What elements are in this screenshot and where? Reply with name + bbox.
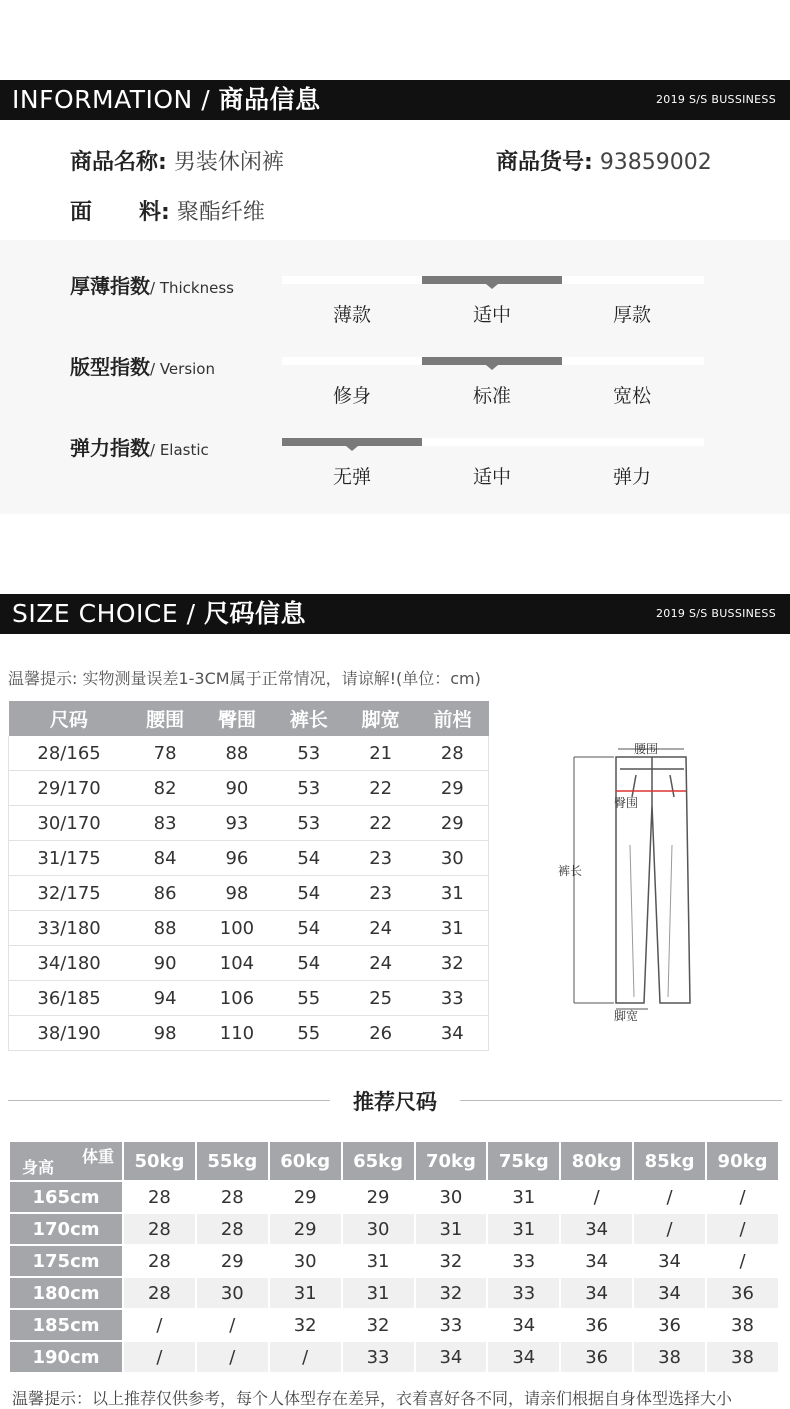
size-table-cell: 29/170 (9, 771, 130, 806)
product-index-panel (0, 240, 790, 514)
size-table-cell: 30 (417, 841, 489, 876)
rec-size-cell: 28 (124, 1182, 195, 1212)
size-table-cell: 31/175 (9, 841, 130, 876)
thickness-label-en: / Thickness (150, 279, 234, 297)
size-table-cell: 32/175 (9, 876, 130, 911)
size-choice-title (12, 594, 306, 634)
version-label-en: / Version (150, 360, 215, 378)
rec-size-cell: 34 (634, 1246, 705, 1276)
rec-size-cell: 34 (634, 1278, 705, 1308)
rec-size-cell: 31 (343, 1246, 414, 1276)
rec-size-cell: 34 (561, 1214, 632, 1244)
size-table-row (9, 771, 489, 806)
size-table-cell: 38/190 (9, 1016, 130, 1051)
rec-size-cell: 34 (416, 1342, 487, 1372)
season-tag: 2019 S/S BUSSINESS (655, 607, 776, 620)
weight-column-header: 65kg (343, 1142, 414, 1180)
elastic-index-label (70, 432, 209, 461)
size-table-row (9, 841, 489, 876)
rec-size-cell: 31 (416, 1214, 487, 1244)
title-separator: / (201, 85, 211, 114)
thickness-label-cn: 厚薄指数 (70, 274, 150, 298)
length-label: 裤长 (558, 864, 583, 878)
weight-column-header: 55kg (197, 1142, 268, 1180)
crease-left (630, 845, 634, 997)
size-col-header: 脚宽 (345, 701, 417, 736)
size-table-cell: 100 (201, 911, 273, 946)
rec-table-row (10, 1342, 778, 1372)
rec-table-row (10, 1310, 778, 1340)
size-table-cell: 106 (201, 981, 273, 1016)
thickness-index-label (70, 270, 234, 299)
version-option-standard: 标准 (472, 385, 511, 407)
size-table-cell: 31 (417, 876, 489, 911)
size-table-cell: 90 (129, 946, 201, 981)
rec-size-cell: 32 (270, 1310, 341, 1340)
rec-size-cell: 30 (270, 1246, 341, 1276)
size-table-cell: 24 (345, 946, 417, 981)
rec-size-cell: 36 (707, 1278, 778, 1308)
rec-size-cell: / (634, 1182, 705, 1212)
rec-size-cell: / (197, 1342, 268, 1372)
rec-size-cell: / (270, 1342, 341, 1372)
size-col-header: 臀围 (201, 701, 273, 736)
rec-size-cell: 33 (343, 1342, 414, 1372)
elastic-option-medium: 适中 (472, 466, 511, 488)
size-col-header: 裤长 (273, 701, 345, 736)
size-table-cell: 88 (201, 736, 273, 771)
weight-column-header: 80kg (561, 1142, 632, 1180)
thickness-indicator (422, 276, 562, 284)
elastic-indicator (282, 438, 422, 446)
rec-size-cell: 31 (488, 1182, 559, 1212)
elastic-scale (282, 438, 704, 446)
size-table-cell: 54 (273, 946, 345, 981)
size-table-cell: 53 (273, 736, 345, 771)
rec-size-cell: 29 (270, 1214, 341, 1244)
size-choice-title-cn: 尺码信息 (204, 599, 307, 628)
size-table-cell: 84 (129, 841, 201, 876)
size-col-header: 前档 (417, 701, 489, 736)
pocket-left (632, 775, 636, 797)
version-scale (282, 357, 704, 365)
rec-size-cell: 34 (561, 1246, 632, 1276)
product-code-label: 商品货号: (496, 150, 593, 175)
size-table-cell: 23 (345, 841, 417, 876)
size-table-row (9, 736, 489, 771)
rec-corner-header (10, 1142, 122, 1180)
size-table-row (9, 911, 489, 946)
rec-table-row (10, 1246, 778, 1276)
size-col-header: 尺码 (9, 701, 130, 736)
size-table-cell: 28 (417, 736, 489, 771)
rec-table-row (10, 1182, 778, 1212)
weight-column-header: 70kg (416, 1142, 487, 1180)
waist-label: 腰围 (634, 742, 659, 756)
rec-size-cell: 29 (270, 1182, 341, 1212)
fabric-value: 聚酯纤维 (176, 200, 265, 225)
rec-size-cell: / (561, 1182, 632, 1212)
version-label-cn: 版型指数 (70, 355, 150, 379)
rec-size-cell: 34 (561, 1278, 632, 1308)
elastic-option-none: 无弹 (332, 466, 371, 488)
rec-table-row (10, 1214, 778, 1244)
weight-header: 体重 (81, 1147, 114, 1166)
rec-size-cell: 32 (416, 1246, 487, 1276)
weight-column-header: 75kg (488, 1142, 559, 1180)
size-table-cell: 53 (273, 771, 345, 806)
hip-label: 臀围 (614, 796, 639, 810)
trousers-outline (616, 757, 690, 1003)
thickness-scale (282, 276, 704, 284)
rec-size-cell: 28 (197, 1182, 268, 1212)
height-row-header: 180cm (10, 1278, 122, 1308)
rec-header-row (10, 1142, 778, 1180)
thickness-pointer (486, 284, 498, 289)
thickness-option-thin: 薄款 (332, 304, 371, 326)
rec-size-cell: / (124, 1342, 195, 1372)
rec-size-cell: 29 (197, 1246, 268, 1276)
size-table-cell: 83 (129, 806, 201, 841)
recommended-size-table (8, 1140, 780, 1374)
version-index-label (70, 351, 215, 380)
thickness-option-medium: 适中 (472, 304, 511, 326)
pocket-right (670, 775, 674, 797)
title-separator: / (186, 599, 196, 628)
rec-size-cell: 33 (488, 1246, 559, 1276)
leg-width-label: 脚宽 (614, 1009, 639, 1023)
rec-size-cell: 29 (343, 1182, 414, 1212)
rec-table-row (10, 1278, 778, 1308)
rec-size-cell: 36 (634, 1310, 705, 1340)
rec-size-cell: 30 (416, 1182, 487, 1212)
size-col-header: 腰围 (129, 701, 201, 736)
size-table-cell: 23 (345, 876, 417, 911)
size-table-cell: 25 (345, 981, 417, 1016)
size-table-cell: 33 (417, 981, 489, 1016)
product-name-label: 商品名称: (70, 150, 167, 175)
recommendation-disclaimer: 温馨提示：以上推荐仅供参考，每个人体型存在差异，衣着喜好各不同，请亲们根据自身体型选择大小 (12, 1389, 733, 1408)
size-table-cell: 98 (129, 1016, 201, 1051)
size-table-cell: 34 (417, 1016, 489, 1051)
size-table-cell: 31 (417, 911, 489, 946)
rec-size-cell: / (634, 1214, 705, 1244)
height-row-header: 170cm (10, 1214, 122, 1244)
rec-size-cell: 28 (124, 1278, 195, 1308)
rec-size-cell: / (197, 1310, 268, 1340)
rec-title-rule-right (460, 1100, 782, 1101)
size-table-cell: 54 (273, 911, 345, 946)
rec-size-cell: 33 (416, 1310, 487, 1340)
rec-size-cell: 28 (124, 1214, 195, 1244)
recommended-size-title: 推荐尺码 (353, 1090, 437, 1114)
product-code-row (496, 145, 712, 176)
size-table-cell: 55 (273, 1016, 345, 1051)
size-table-row (9, 946, 489, 981)
information-title-cn: 商品信息 (218, 85, 321, 114)
size-table-row (9, 981, 489, 1016)
weight-column-header: 85kg (634, 1142, 705, 1180)
size-choice-title-en: SIZE CHOICE (12, 599, 179, 628)
product-code-value: 93859002 (599, 150, 712, 175)
height-row-header: 185cm (10, 1310, 122, 1340)
weight-column-header: 50kg (124, 1142, 195, 1180)
rec-size-cell: 28 (197, 1214, 268, 1244)
weight-column-header: 90kg (707, 1142, 778, 1180)
product-name-value: 男装休闲裤 (173, 150, 284, 175)
size-table-cell: 110 (201, 1016, 273, 1051)
product-name-row (70, 145, 284, 176)
rec-size-cell: / (707, 1214, 778, 1244)
size-table-cell: 93 (201, 806, 273, 841)
elastic-label-cn: 弹力指数 (70, 436, 150, 460)
rec-size-cell: / (707, 1182, 778, 1212)
rec-size-cell: / (707, 1246, 778, 1276)
size-table-cell: 36/185 (9, 981, 130, 1016)
size-table-cell: 29 (417, 771, 489, 806)
size-table-cell: 54 (273, 841, 345, 876)
weight-column-header: 60kg (270, 1142, 341, 1180)
fabric-label-2: 料: (139, 200, 170, 225)
size-table-cell: 88 (129, 911, 201, 946)
rec-size-cell: 32 (416, 1278, 487, 1308)
height-row-header: 165cm (10, 1182, 122, 1212)
rec-size-cell: 28 (124, 1246, 195, 1276)
size-choice-header (0, 594, 790, 634)
version-option-loose: 宽松 (612, 385, 651, 407)
size-table-cell: 32 (417, 946, 489, 981)
rec-size-cell: 31 (270, 1278, 341, 1308)
rec-size-cell: 38 (707, 1310, 778, 1340)
size-table (8, 701, 489, 1051)
rec-size-cell: 34 (488, 1342, 559, 1372)
rec-size-cell: 33 (488, 1278, 559, 1308)
size-table-row (9, 876, 489, 911)
size-table-cell: 98 (201, 876, 273, 911)
rec-size-cell: 38 (634, 1342, 705, 1372)
season-tag: 2019 S/S BUSSINESS (655, 93, 776, 106)
rec-size-cell: 31 (488, 1214, 559, 1244)
height-row-header: 175cm (10, 1246, 122, 1276)
rec-size-cell: 32 (343, 1310, 414, 1340)
elastic-pointer (346, 446, 358, 451)
rec-size-cell: 36 (561, 1310, 632, 1340)
rec-size-cell: 30 (197, 1278, 268, 1308)
size-table-cell: 53 (273, 806, 345, 841)
version-indicator (422, 357, 562, 365)
size-table-cell: 22 (345, 806, 417, 841)
size-table-cell: 21 (345, 736, 417, 771)
fabric-row (70, 195, 265, 226)
rec-size-cell: / (124, 1310, 195, 1340)
size-table-cell: 29 (417, 806, 489, 841)
height-header: 身高 (22, 1158, 55, 1177)
thickness-option-thick: 厚款 (612, 304, 651, 326)
size-table-cell: 33/180 (9, 911, 130, 946)
information-header (0, 80, 790, 120)
size-table-header-row (9, 701, 489, 736)
measurement-tip: 温馨提示: 实物测量误差1-3CM属于正常情况，请谅解!(单位：cm) (8, 669, 481, 688)
size-table-cell: 54 (273, 876, 345, 911)
rec-size-cell: 34 (488, 1310, 559, 1340)
size-table-cell: 22 (345, 771, 417, 806)
rec-size-cell: 30 (343, 1214, 414, 1244)
height-row-header: 190cm (10, 1342, 122, 1372)
rec-size-cell: 31 (343, 1278, 414, 1308)
size-table-cell: 55 (273, 981, 345, 1016)
version-option-slim: 修身 (332, 385, 371, 407)
size-table-cell: 104 (201, 946, 273, 981)
crease-right (668, 845, 672, 997)
version-pointer (486, 365, 498, 370)
size-table-cell: 86 (129, 876, 201, 911)
rec-size-cell: 38 (707, 1342, 778, 1372)
size-table-cell: 78 (129, 736, 201, 771)
size-table-row (9, 806, 489, 841)
elastic-label-en: / Elastic (150, 441, 209, 459)
rec-size-cell: 36 (561, 1342, 632, 1372)
size-table-cell: 30/170 (9, 806, 130, 841)
size-table-cell: 96 (201, 841, 273, 876)
size-table-cell: 26 (345, 1016, 417, 1051)
size-table-cell: 90 (201, 771, 273, 806)
size-table-cell: 28/165 (9, 736, 130, 771)
information-title (12, 80, 321, 120)
size-table-cell: 82 (129, 771, 201, 806)
size-table-cell: 24 (345, 911, 417, 946)
trousers-measurement-diagram (548, 735, 698, 1025)
fabric-label-1: 面 (70, 200, 93, 225)
size-table-cell: 34/180 (9, 946, 130, 981)
size-table-row (9, 1016, 489, 1051)
size-table-cell: 94 (129, 981, 201, 1016)
elastic-option-stretch: 弹力 (612, 466, 651, 488)
information-title-en: INFORMATION (12, 85, 193, 114)
